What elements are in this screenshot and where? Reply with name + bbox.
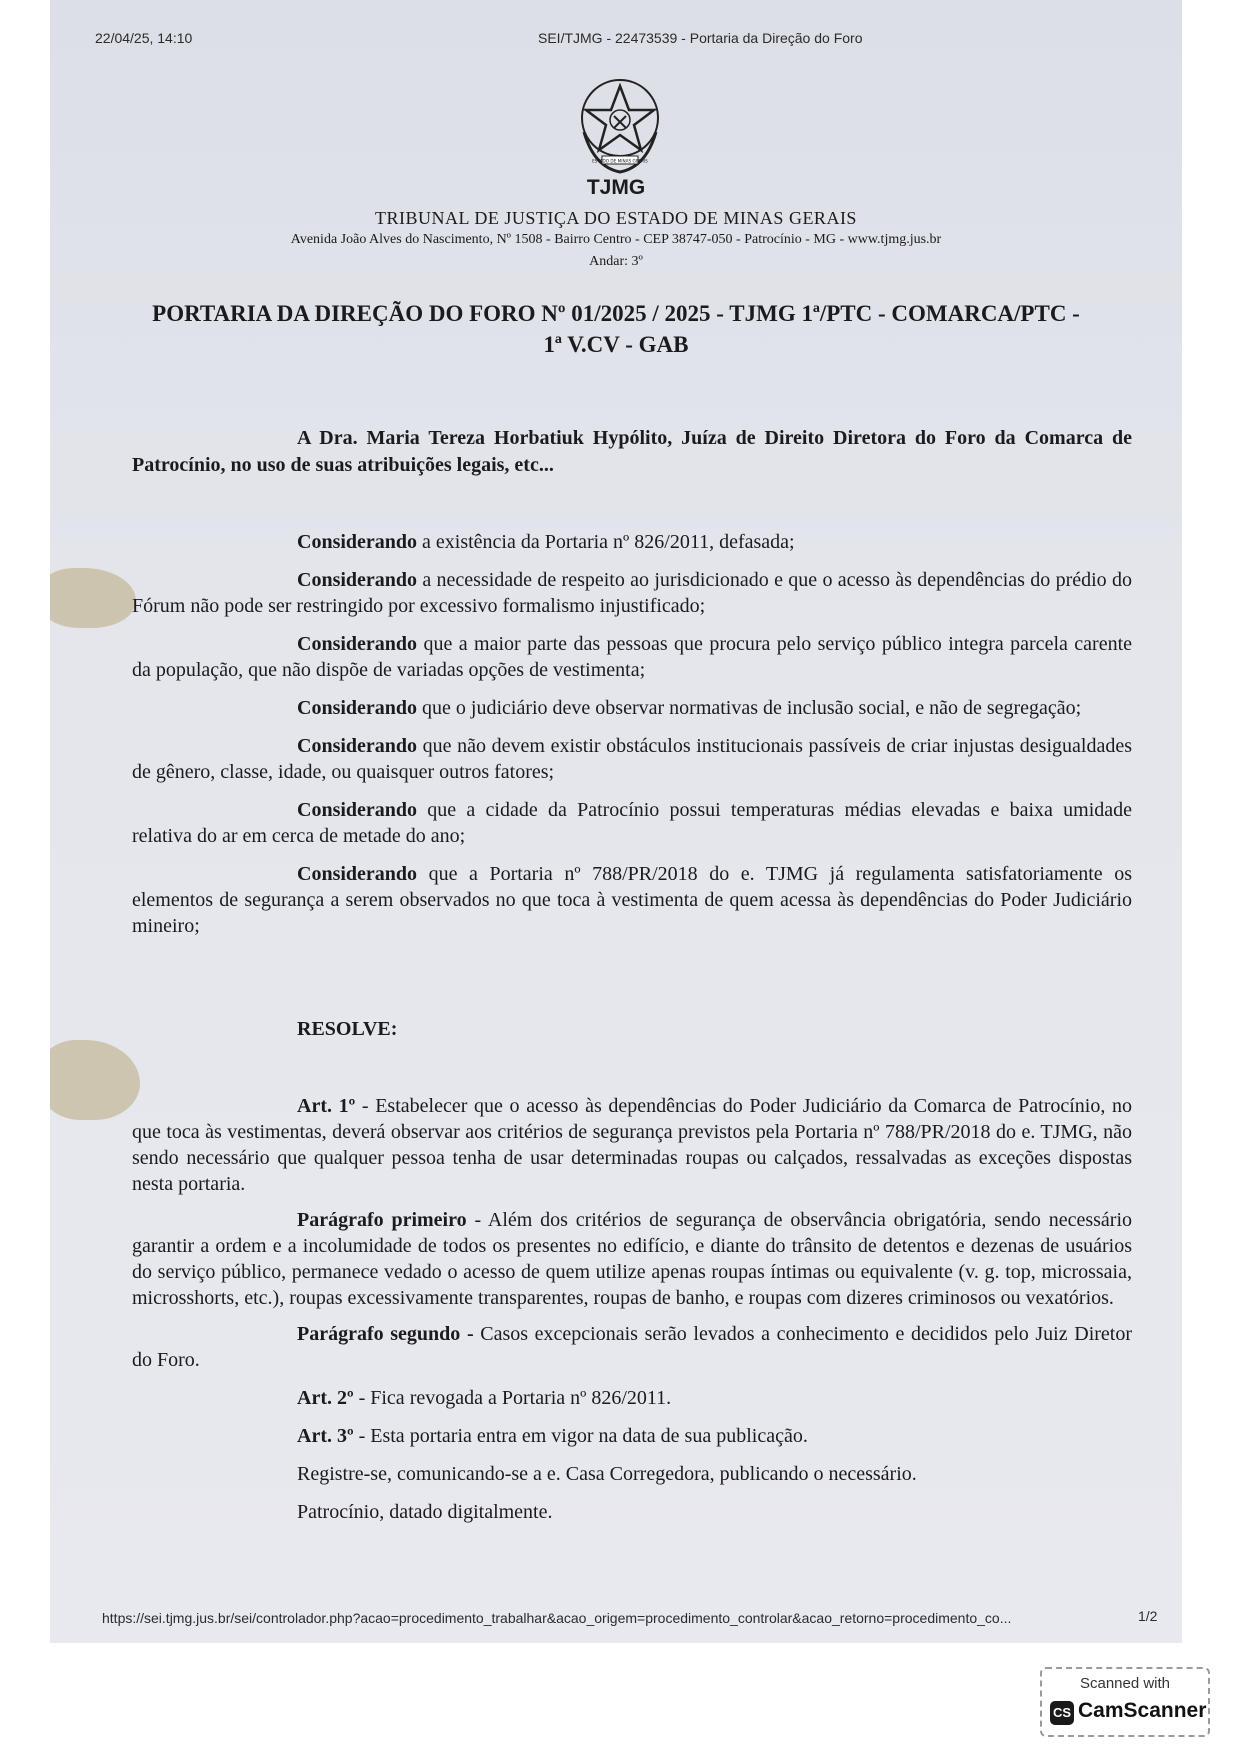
title-line-1: PORTARIA DA DIREÇÃO DO FORO Nº 01/2025 / 2025 - TJMG 1ª/PTC - COMARCA/PTC - <box>152 301 1080 326</box>
camscanner-name: CamScanner <box>1078 1699 1207 1722</box>
closing-register <box>132 1461 1132 1487</box>
considerandos-section <box>132 529 1132 939</box>
considerando-label: Considerando <box>297 531 418 553</box>
considerando-label: Considerando <box>297 633 418 655</box>
court-address: Avenida João Alves do Nascimento, Nº 1508 - Bairro Centro - CEP 38747-050 - Patrocínio - MG - www.tjmg.jus.br <box>290 232 942 247</box>
considerando-text: que a Portaria nº 788/PR/2018 do e. TJMG já regulamenta satisfatoriamente os elementos de segurança a serem observados no que toca à vestimenta de quem acessa às dependências do Poder Judiciário mineiro; <box>132 863 1133 937</box>
footer-url-text: https://sei.tjmg.jus.br/sei/controlador.php?acao=procedimento_trabalhar&acao_origem=procedimento_controlar&acao_retorno=procedimento_co... <box>102 1610 1012 1626</box>
considerando-2 <box>132 567 1132 619</box>
considerando-text: que não devem existir obstáculos institucionais passíveis de criar injustas desigualdades de gênero, classe, idade, ou quaisquer outros fatores; <box>132 735 1132 783</box>
article-1-label: Art. 1º <box>297 1095 356 1117</box>
article-2 <box>132 1385 1132 1411</box>
court-floor: Andar: 3º <box>589 254 643 269</box>
article-2-text: - Fica revogada a Portaria nº 826/2011. <box>358 1387 672 1409</box>
considerando-text: a existência da Portaria nº 826/2011, defasada; <box>422 531 795 553</box>
closing-place-date-text: Patrocínio, datado digitalmente. <box>297 1501 553 1523</box>
document-page <box>50 0 1182 1643</box>
paragraph-2 <box>132 1321 1132 1373</box>
considerando-label: Considerando <box>297 863 418 885</box>
print-timestamp: 22/04/25, 14:10 <box>95 30 193 46</box>
article-1 <box>132 1093 1132 1197</box>
scanned-with-label: Scanned with <box>1079 1675 1171 1692</box>
camscanner-logo-icon: CS <box>1050 1701 1074 1725</box>
footer-url <box>102 1610 1162 1626</box>
considerando-label: Considerando <box>297 799 418 821</box>
considerando-3 <box>132 631 1132 683</box>
paragraph-1-text: - Além dos critérios de segurança de observância obrigatória, sendo necessário garantir a ordem e a incolumidade de todos os presentes no edifício, e diante do trânsito de detentos e dezenas de usuários do serviço público, permanece vedado o acesso de quem utilize apenas roupas íntimas ou equivalente (v. g. top, microssaia, microsshorts, etc.), roupas excessivamente transparentes, roupas de banho, e roupas com dizeres criminosos ou vexatórios. <box>132 1209 1133 1309</box>
resolve-heading: RESOLVE: <box>297 1018 398 1040</box>
considerando-6 <box>132 797 1132 849</box>
considerando-text: que a cidade da Patrocínio possui temperaturas médias elevadas e baixa umidade relativa do ar em cerca de metade do ano; <box>132 799 1132 847</box>
document-reference: SEI/TJMG - 22473539 - Portaria da Direção do Foro <box>538 30 863 46</box>
paragraph-1-label: Parágrafo primeiro <box>297 1209 467 1231</box>
camscanner-badge <box>1040 1667 1210 1737</box>
paper-tear-upper <box>50 568 136 628</box>
closing-register-text: Registre-se, comunicando-se a e. Casa Corregedora, publicando o necessário. <box>297 1463 917 1485</box>
closing-place-date <box>132 1499 1132 1525</box>
considerando-label: Considerando <box>297 697 418 719</box>
page-number: 1/2 <box>1138 1608 1158 1624</box>
considerando-7 <box>132 861 1132 939</box>
paragraph-1 <box>132 1207 1132 1311</box>
considerando-label: Considerando <box>297 735 418 757</box>
paragraph-2-label: Parágrafo segundo - <box>297 1323 474 1345</box>
article-3-text: - Esta portaria entra em vigor na data de sua publicação. <box>358 1425 808 1447</box>
coat-of-arms-icon <box>574 72 666 182</box>
articles-section <box>132 1093 1132 1525</box>
preamble: A Dra. Maria Tereza Horbatiuk Hypólito, Juíza de Direito Diretora do Foro da Comarca de Patrocínio, no uso de suas atribuições legais, etc... <box>132 427 1132 476</box>
title-line-2: 1ª V.CV - GAB <box>543 332 689 357</box>
considerando-text: a necessidade de respeito ao jurisdicionado e que o acesso às dependências do prédio do Fórum não pode ser restringido por excessivo formalismo injustificado; <box>132 569 1132 617</box>
article-1-text: - Estabelecer que o acesso às dependências do Poder Judiciário da Comarca de Patrocínio, no que toca às vestimentas, deverá observar aos critérios de segurança previstos pela Portaria nº 788/PR/2018 do e. TJMG, não sendo necessário que qualquer pessoa tenha de usar determinadas roupas ou calçados, ressalvadas as exceções dispostas nesta portaria. <box>132 1095 1133 1195</box>
document-title <box>50 298 1182 360</box>
article-2-label: Art. 2º <box>297 1387 354 1409</box>
court-abbreviation: TJMG <box>586 176 646 199</box>
considerando-5 <box>132 733 1132 785</box>
article-3 <box>132 1423 1132 1449</box>
considerando-4 <box>132 695 1132 721</box>
considerando-1 <box>132 529 1132 555</box>
considerando-text: que a maior parte das pessoas que procura pelo serviço público integra parcela carente da população, que não dispõe de variadas opções de vestimenta; <box>132 633 1133 681</box>
considerando-text: que o judiciário deve observar normativas de inclusão social, e não de segregação; <box>422 697 1082 719</box>
seal-text: ESTADO DE MINAS GERAIS <box>592 158 648 164</box>
paper-tear-lower <box>50 1040 140 1120</box>
article-3-label: Art. 3º <box>297 1425 354 1447</box>
paragraph-2-text: Casos excepcionais serão levados a conhecimento e decididos pelo Juiz Diretor do Foro. <box>132 1323 1132 1371</box>
considerando-label: Considerando <box>297 569 418 591</box>
court-name: TRIBUNAL DE JUSTIÇA DO ESTADO DE MINAS GERAIS <box>375 208 857 228</box>
